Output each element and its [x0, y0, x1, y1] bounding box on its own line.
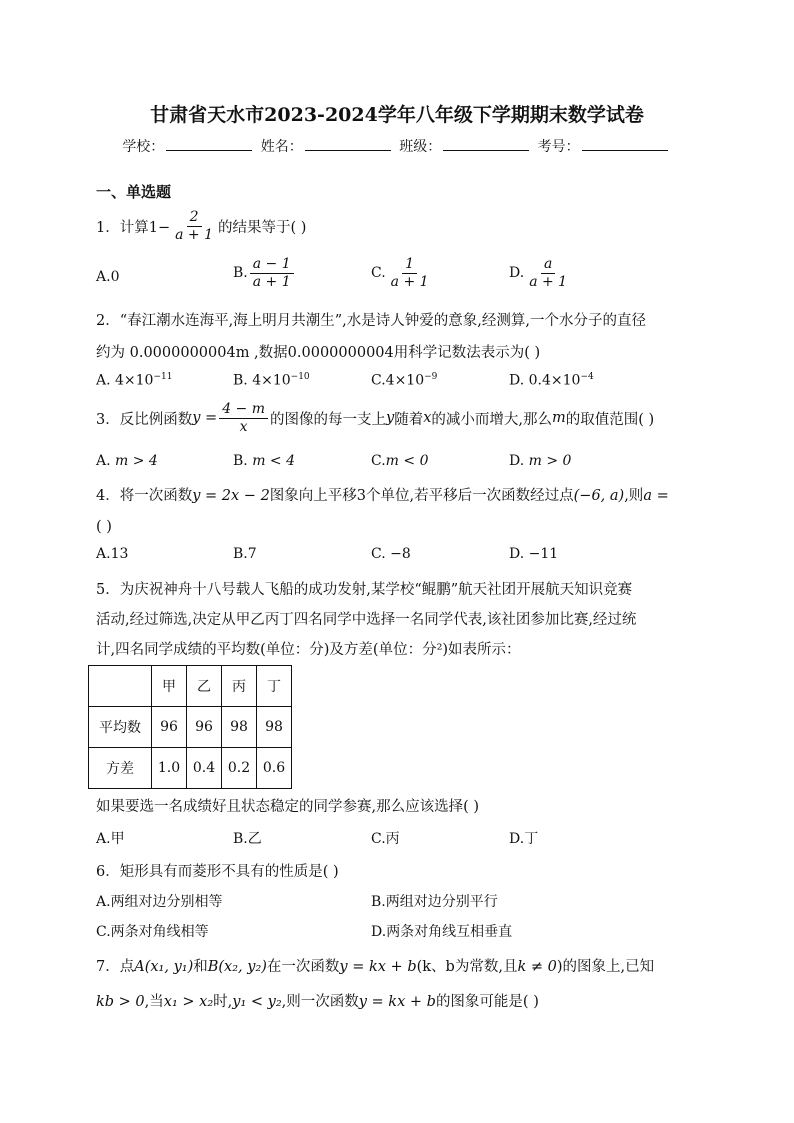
question-7-line-1 — [96, 955, 654, 976]
question-text: )的图象上,已知 — [556, 959, 655, 975]
class-label: 班级： — [399, 139, 442, 155]
question-4-line-2: ( ) — [96, 519, 112, 535]
option-label: B. — [233, 265, 248, 282]
question-text: 计算1− — [119, 219, 171, 236]
table-header-cell: 乙 — [187, 666, 222, 707]
option-a[interactable] — [96, 372, 172, 389]
question-5-line-2: 活动,经过筛选,决定从甲乙丙丁四名同学中选择一名同学代表,该社团参加比赛,经过统 — [96, 612, 637, 628]
table-cell: 0.2 — [222, 748, 257, 789]
option-label: D. — [509, 831, 525, 847]
option-d[interactable] — [509, 828, 538, 848]
option-label: B. — [233, 546, 248, 562]
exponent: −4 — [580, 372, 594, 382]
option-text: 甲 — [110, 831, 125, 847]
option-b[interactable] — [233, 257, 296, 289]
table-header-cell: 甲 — [152, 666, 187, 707]
option-text: m < 4 — [252, 453, 296, 469]
math-expression: a = — [643, 488, 669, 504]
fraction — [250, 257, 294, 289]
math-variable: y — [386, 410, 395, 427]
option-label: A. — [96, 546, 111, 562]
option-b[interactable] — [233, 546, 257, 562]
math-expression: y = kx + b — [358, 994, 436, 1010]
option-label: C. — [371, 546, 386, 562]
name-blank[interactable] — [305, 138, 391, 151]
table-row — [89, 707, 292, 748]
fraction-denominator: a + 1 — [529, 273, 568, 290]
option-label: D. — [509, 265, 525, 282]
school-blank[interactable] — [166, 138, 252, 151]
question-text: 随着 — [394, 411, 424, 428]
fraction-numerator: 4 − m — [219, 402, 268, 419]
option-text: 两条对角线互相垂直 — [386, 924, 513, 940]
option-c[interactable] — [371, 828, 400, 848]
fraction-numerator: a — [541, 257, 555, 274]
question-text: 7．点 — [96, 959, 135, 975]
option-text: −8 — [390, 546, 411, 562]
option-label: B. — [233, 831, 248, 847]
question-5-line-3: 计,四名同学成绩的平均数(单位：分)及方差(单位：分²)如表所示： — [96, 642, 521, 658]
question-text: ,则一次函数 — [281, 994, 359, 1010]
row-label: 平均数 — [89, 707, 152, 748]
option-a[interactable] — [96, 269, 119, 285]
table-cell: 0.6 — [257, 748, 292, 789]
question-text: 反比例函数 — [119, 411, 193, 428]
number-blank[interactable] — [582, 138, 668, 151]
option-label: A. — [96, 269, 111, 285]
fraction-numerator: a − 1 — [250, 257, 294, 274]
question-text: 在一次函数 — [266, 959, 340, 975]
option-a[interactable] — [96, 453, 158, 469]
question-text: 的结果等于( ) — [218, 219, 307, 236]
scores-table — [88, 665, 292, 789]
question-5-line-1: 5．为庆祝神舟十八号载人飞船的成功发射,某学校“鲲鹏”航天社团开展航天知识竞赛 — [96, 582, 633, 598]
number-label: 考号： — [537, 139, 580, 155]
option-text: 丙 — [385, 831, 400, 847]
fraction-denominator: a + 1 — [390, 273, 429, 290]
option-a[interactable] — [96, 546, 128, 562]
option-text: m > 0 — [528, 453, 572, 469]
math-variable: x — [423, 410, 432, 427]
question-text: 的图象可能是( ) — [435, 994, 539, 1010]
option-label: C. — [371, 265, 386, 282]
option-d[interactable] — [509, 453, 571, 469]
option-text: m < 0 — [385, 453, 429, 469]
table-cell: 1.0 — [152, 748, 187, 789]
question-text: 的图像的每一支上 — [270, 411, 387, 428]
question-7-line-2 — [96, 990, 539, 1011]
option-label: C. — [96, 924, 111, 940]
math-expression: kb > 0 — [96, 994, 145, 1010]
fraction — [172, 210, 216, 242]
question-text: 将一次函数 — [119, 488, 193, 504]
question-text: 的减小而增大,那么 — [431, 411, 553, 428]
option-d[interactable] — [509, 372, 594, 389]
table-cell: 98 — [257, 707, 292, 748]
question-text: 和 — [193, 959, 208, 975]
option-c[interactable] — [371, 453, 429, 469]
math-expression: (−6, a) — [573, 488, 625, 504]
option-label: B. — [233, 453, 248, 469]
option-text: 两组对边分别相等 — [110, 894, 223, 910]
option-label: C. — [371, 453, 386, 469]
question-4 — [96, 484, 669, 505]
question-text: ,则 — [624, 488, 644, 504]
option-text: 0.4×10 — [528, 372, 581, 389]
question-text: 的取值范围( ) — [565, 411, 655, 428]
question-1 — [96, 210, 306, 242]
table-cell — [89, 666, 152, 707]
math-expression: y = — [192, 410, 218, 427]
student-info-line — [0, 136, 794, 156]
question-text: 图象向上平移3个单位,若平移后一次函数经过点 — [269, 488, 574, 504]
option-c[interactable] — [371, 257, 434, 289]
math-expression: k ≠ 0 — [517, 959, 557, 975]
option-b[interactable] — [233, 453, 295, 469]
math-expression: y = 2x − 2 — [192, 488, 270, 504]
class-blank[interactable] — [443, 138, 529, 151]
question-2-line-1: 2．“春江潮水连海平,海上明月共潮生”,水是诗人钟爱的意象,经测算,一个水分子的直径 — [96, 313, 646, 329]
option-d[interactable] — [509, 546, 558, 562]
option-label: D. — [371, 924, 387, 940]
option-label: B. — [233, 372, 248, 389]
fraction-denominator: a + 1 — [252, 273, 291, 290]
math-expression: y = kx + b — [339, 959, 417, 975]
option-label: A. — [96, 453, 111, 469]
option-text: m > 4 — [115, 453, 158, 469]
question-3 — [96, 402, 654, 434]
fraction-numerator: 2 — [187, 210, 202, 227]
option-label: D. — [509, 372, 525, 389]
option-text: 13 — [110, 546, 129, 562]
option-c[interactable] — [371, 546, 411, 562]
fraction — [526, 257, 570, 289]
question-text: 时, — [213, 994, 233, 1010]
table-header-cell: 丙 — [222, 666, 257, 707]
fraction-denominator: a + 1 — [175, 226, 213, 243]
question-number: 4． — [96, 488, 120, 504]
table-row — [89, 748, 292, 789]
table-cell: 96 — [152, 707, 187, 748]
option-text: 两条对角线相等 — [110, 924, 209, 940]
option-text: 4×10 — [385, 372, 425, 389]
exponent: −9 — [424, 372, 438, 382]
option-text: −11 — [528, 546, 559, 562]
fraction — [388, 257, 432, 289]
option-text: 4×10 — [252, 372, 291, 389]
math-expression: y₁ < y₂ — [232, 994, 282, 1010]
question-5-prompt: 如果要选一名成绩好且状态稳定的同学参赛,那么应该选择( ) — [96, 799, 480, 815]
table-cell: 96 — [187, 707, 222, 748]
school-label: 学校： — [122, 139, 165, 155]
option-label: A. — [96, 372, 111, 389]
table-cell: 98 — [222, 707, 257, 748]
exponent: −10 — [290, 372, 310, 382]
question-6: 6．矩形具有而菱形不具有的性质是( ) — [96, 864, 339, 880]
option-b[interactable] — [371, 891, 498, 911]
option-label: B. — [371, 894, 386, 910]
option-text: 4×10 — [115, 372, 154, 389]
option-a[interactable] — [96, 891, 223, 911]
question-number: 1． — [96, 219, 120, 236]
option-label: A. — [96, 831, 111, 847]
option-d[interactable] — [371, 921, 512, 941]
option-label: C. — [371, 831, 386, 847]
row-label: 方差 — [89, 748, 152, 789]
option-text: 乙 — [247, 831, 262, 847]
math-expression: x₁ > x₂ — [163, 994, 214, 1010]
option-b[interactable] — [233, 828, 262, 848]
fraction-denominator: x — [239, 418, 248, 435]
option-d[interactable] — [509, 257, 572, 289]
exponent: −11 — [153, 372, 173, 382]
option-text: 丁 — [524, 831, 539, 847]
table-header-row — [89, 666, 292, 707]
fraction — [219, 402, 268, 434]
math-expression: A(x₁, y₁) — [134, 959, 194, 975]
option-label: D. — [509, 453, 525, 469]
option-text: 7 — [247, 546, 257, 562]
option-c[interactable] — [96, 921, 209, 941]
table-cell: 0.4 — [187, 748, 222, 789]
math-variable: m — [552, 410, 566, 427]
option-label: D. — [509, 546, 525, 562]
option-b[interactable] — [233, 372, 310, 389]
name-label: 姓名： — [260, 139, 303, 155]
section-title: 一、单选题 — [96, 183, 172, 201]
math-expression: B(x₂, y₂) — [207, 959, 267, 975]
table-header-cell: 丁 — [257, 666, 292, 707]
option-a[interactable] — [96, 828, 125, 848]
question-2-line-2: 约为 0.0000000004m ,数据0.0000000004用科学记数法表示为( ) — [96, 345, 541, 361]
option-label: C. — [371, 372, 386, 389]
option-text: 0 — [110, 269, 120, 285]
fraction-numerator: 1 — [402, 257, 417, 274]
option-text: 两组对边分别平行 — [385, 894, 498, 910]
question-number: 3． — [96, 411, 120, 428]
page-title: 甘肃省天水市2023-2024学年八年级下学期期末数学试卷 — [150, 104, 644, 126]
option-c[interactable] — [371, 372, 437, 389]
option-label: A. — [96, 894, 111, 910]
question-text: (k、b为常数,且 — [416, 959, 518, 975]
question-text: ,当 — [144, 994, 164, 1010]
